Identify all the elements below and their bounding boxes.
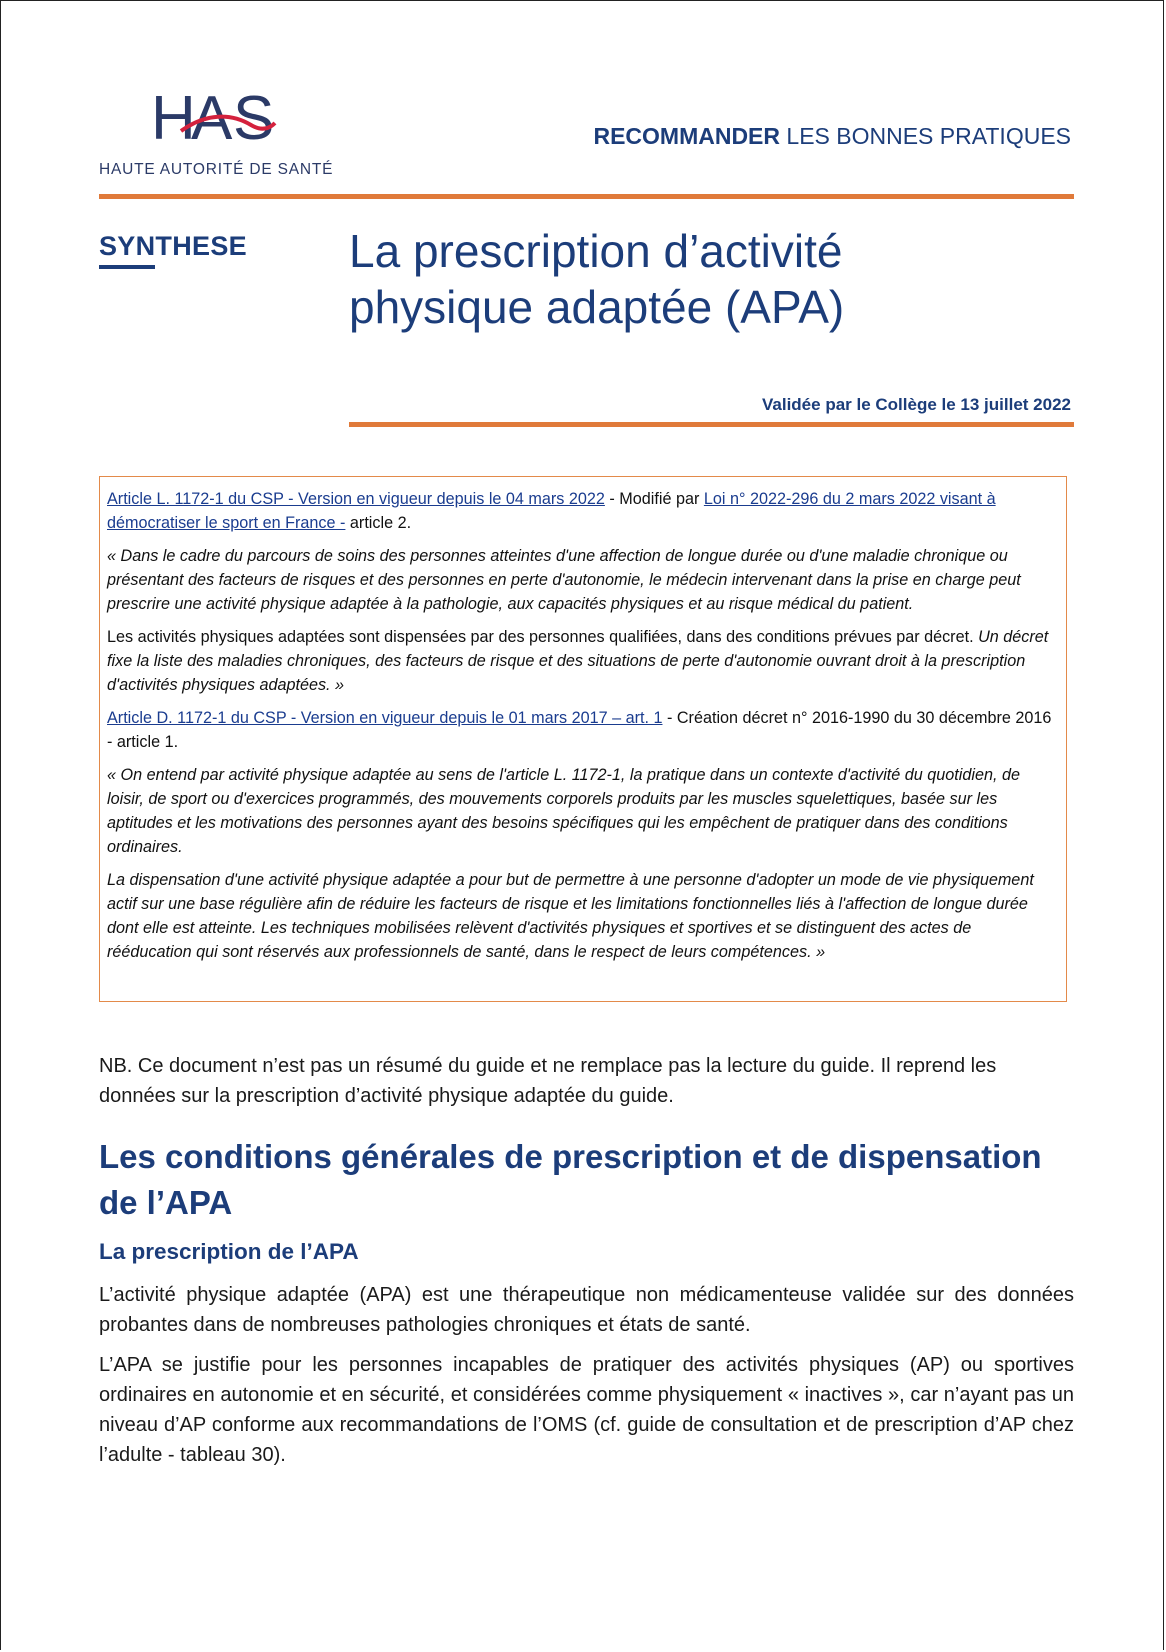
title-divider [349, 422, 1074, 427]
tagline-bold: RECOMMANDER [593, 123, 781, 149]
has-logo-icon [151, 83, 281, 161]
subsection-heading: La prescription de l’APA [99, 1239, 359, 1264]
logo-subtitle: HAUTE AUTORITÉ DE SANTÉ [99, 161, 334, 178]
article-d1172-1-link[interactable]: Article D. 1172-1 du CSP - Version en vigueur depuis le 01 mars 2017 – art. 1 [107, 709, 663, 727]
doc-type-label: SYNTHESE [99, 231, 247, 261]
tagline-rest: LES BONNES PRATIQUES [780, 123, 1071, 149]
legal-excerpt-box [99, 476, 1067, 1002]
quote-2-normal: Les activités physiques adaptées sont dispensées par des personnes qualifiées, dans des conditions prévues par décret. [107, 628, 979, 646]
doc-type-underline [99, 265, 155, 269]
quote-4: La dispensation d'une activité physique adaptée a pour but de permettre à une personne d'adopter un mode de vie physiquement actif sur une base régulière afin de réduire les facteurs de risque et les limitations fonctionnelles liés à l'affection de longue durée dont elle est atteinte. Les techniques mobilisées relèvent d'activités physiques et sportives et se distinguent des actes de rééducation qui sont réservés aux professionnels de santé, dans le respect de leurs compétences. » [107, 871, 1034, 961]
quote-3: « On entend par activité physique adaptée au sens de l'article L. 1172-1, la pratique dans un contexte d'activité du quotidien, de loisir, de sport ou d'exercices programmés, des mouvements corporels produits par les muscles squelettiques, basée sur les aptitudes et les motivations des personnes ayant des besoins spécifiques qui les empêchent de pratiquer dans des conditions ordinaires. [107, 766, 1020, 856]
nb-note: NB. Ce document n’est pas un résumé du guide et ne remplace pas la lecture du guide. Il reprend les données sur la prescription d’activité physique adaptée du guide. [99, 1055, 997, 1107]
article-1-end-text: article 2. [345, 514, 412, 532]
svg-text:S: S [233, 84, 275, 153]
article-l1172-1-link[interactable]: Article L. 1172-1 du CSP - Version en vigueur depuis le 04 mars 2022 [107, 490, 605, 508]
article-1-reference [107, 487, 1059, 535]
article-2-reference [107, 706, 1059, 754]
header-tagline [593, 123, 1071, 150]
svg-text:H: H [151, 84, 194, 153]
has-logo [99, 83, 359, 183]
quote-2 [107, 625, 1059, 697]
svg-text:A: A [191, 84, 233, 153]
validation-date: Validée par le Collège le 13 juillet 2022 [762, 395, 1071, 414]
article-1-modifier-text: - Modifié par [604, 490, 704, 508]
header-divider [99, 194, 1074, 199]
paragraph-2: L’APA se justifie pour les personnes incapables de pratiquer des activités physiques (AP) ou sportives ordinaires en autonomie et en sécurité, et considérées comme physiquement « inactives », car n’ayant pas un niveau d’AP conforme aux recommandations de l’OMS (cf. guide de consultation et de prescription d’AP chez l’adulte - tableau 30). [99, 1354, 1074, 1466]
page-title [349, 223, 1049, 335]
quote-1: « Dans le cadre du parcours de soins des personnes atteintes d'une affection de longue durée ou d'une maladie chronique ou présentant des facteurs de risques et des personnes en perte d'autonomie, le médecin intervenant dans la prise en charge peut prescrire une activité physique adaptée à la pathologie, aux capacités physiques et au risque médical du patient. [107, 547, 1021, 613]
section-heading: Les conditions générales de prescription et de dispensation de l’APA [99, 1138, 1042, 1221]
paragraph-1: L’activité physique adaptée (APA) est une thérapeutique non médicamenteuse validée sur des données probantes dans de nombreuses pathologies chroniques et états de santé. [99, 1284, 1074, 1336]
loi-2022-296-link[interactable]: Loi n° 2022-296 du 2 mars 2022 visant à démocratiser le sport en France - [107, 490, 996, 532]
quote-2-italic: Un décret fixe la liste des maladies chroniques, des facteurs de risque et des situations de perte d'autonomie ouvrant droit à la prescription d'activités physiques adaptées. » [107, 628, 1049, 694]
title-line-1: La prescription d’activité [349, 225, 843, 277]
article-2-end-text: - Création décret n° 2016-1990 du 30 décembre 2016 - article 1. [107, 709, 1052, 751]
title-line-2: physique adaptée (APA) [349, 281, 845, 333]
